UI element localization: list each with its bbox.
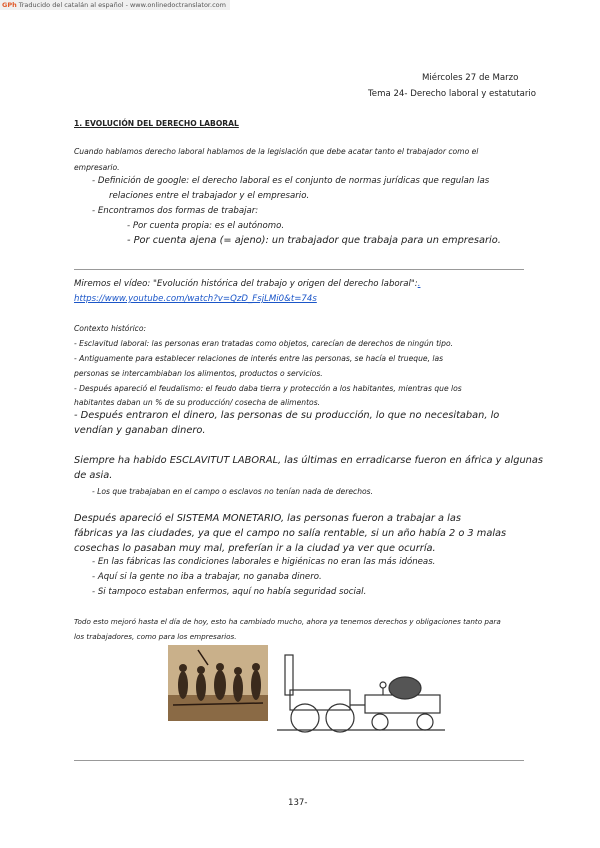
- intro-line: Cuando hablamos derecho laboral hablamos de la legislación que debe acatar tanto el trabajador como el: [74, 147, 479, 156]
- monetary-sub: - Si tampoco estaban enfermos, aquí no había seguridad social.: [92, 587, 367, 597]
- cuenta-ajena: - Por cuenta ajena (= ajeno): un trabajador que trabaja para un empresario.: [127, 235, 501, 246]
- monetary-sub: - Aquí si la gente no iba a trabajar, no ganaba dinero.: [92, 572, 322, 582]
- context-big-line: - Después entraron el dinero, las personas de su producción, lo que no necesitaban, lo: [74, 410, 500, 421]
- intro-line: empresario.: [74, 163, 120, 172]
- conclusion-line: los trabajadores, como para los empresarios.: [74, 632, 237, 641]
- context-line: - Esclavitud laboral: las personas eran tratadas como objetos, carecían de derechos de ningún tipo.: [74, 339, 454, 348]
- banner-text: Traducido del catalán al español - www.onlinedoctranslator.com: [18, 1, 226, 9]
- header-date: Miércoles 27 de Marzo: [422, 73, 519, 83]
- video-link-dot[interactable]: .: [417, 279, 421, 289]
- monetary-line: Después apareció el SISTEMA MONETARIO, las personas fueron a trabajar a las: [74, 513, 461, 524]
- translator-logo-icon: GPh: [2, 1, 17, 9]
- context-big-line: vendían y ganaban dinero.: [74, 425, 206, 436]
- monetary-line: cosechas lo pasaban muy mal, preferían ir a la ciudad ya ver que ocurría.: [74, 543, 436, 554]
- cuenta-propia: - Por cuenta propia: es el autónomo.: [127, 221, 285, 231]
- definition-line: relaciones entre el trabajador y el empresario.: [109, 191, 310, 201]
- monetary-line: fábricas ya las ciudades, ya que el campo no salía rentable, si un año había 2 o 3 malas: [74, 528, 507, 539]
- slavery-line: Siempre ha habido ESCLAVITUT LABORAL, las últimas en erradicarse fueron en áfrica y algunas: [74, 455, 543, 466]
- context-line: - Después apareció el feudalismo: el feudo daba tierra y protección a los habitantes, mientras que los: [74, 384, 462, 393]
- context-line: habitantes daban un % de su producción/ cosecha de alimentos.: [74, 398, 321, 407]
- divider: [74, 269, 524, 270]
- slavery-line: de asia.: [74, 470, 113, 481]
- formas-line: - Encontramos dos formas de trabajar:: [92, 206, 259, 216]
- context-title: Contexto histórico:: [74, 324, 147, 333]
- definition-line: - Definición de google: el derecho laboral es el conjunto de normas jurídicas que regulan las: [92, 176, 490, 186]
- context-line: personas se intercambiaban los alimentos, productos o servicios.: [74, 369, 323, 378]
- header-topic: Tema 24- Derecho laboral y estatutario: [368, 89, 537, 99]
- divider: [74, 760, 524, 761]
- locomotive-illustration: [275, 650, 447, 736]
- slavery-illustration: [168, 645, 268, 721]
- video-text: Miremos el vídeo: "Evolución histórica del trabajo y origen del derecho laboral":.: [74, 279, 421, 289]
- translation-banner[interactable]: [0, 0, 230, 10]
- section-title: 1. EVOLUCIÓN DEL DERECHO LABORAL: [74, 119, 239, 128]
- conclusion-line: Todo esto mejoró hasta el día de hoy, esto ha cambiado mucho, ahora ya tenemos derechos y obligaciones tanto para: [74, 617, 501, 626]
- monetary-sub: - En las fábricas las condiciones laborales e higiénicas no eran las más idóneas.: [92, 557, 436, 567]
- page-number: 137-: [288, 798, 308, 808]
- slavery-sub: - Los que trabajaban en el campo o esclavos no tenían nada de derechos.: [92, 487, 374, 496]
- context-line: - Antiguamente para establecer relaciones de interés entre las personas, se hacía el trueque, las: [74, 354, 444, 363]
- video-link[interactable]: https://www.youtube.com/watch?v=QzD_FsjLMi0&t=74s: [74, 294, 317, 304]
